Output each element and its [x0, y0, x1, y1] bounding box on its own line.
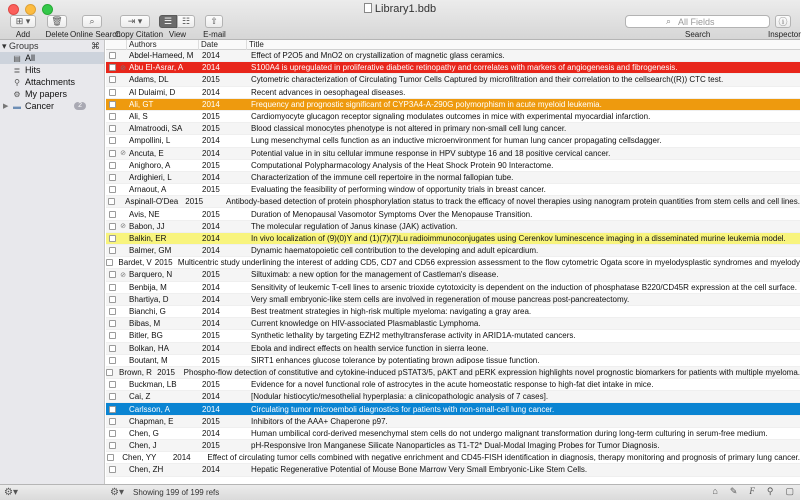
- row-date: 2014: [202, 233, 220, 243]
- row-date: 2014: [202, 87, 220, 97]
- table-row[interactable]: [106, 221, 800, 233]
- table-row[interactable]: [106, 428, 800, 440]
- command-icon: ⌘: [91, 40, 100, 51]
- row-title: Characterization of the immune cell repertoire in the normal fallopian tube.: [251, 172, 514, 182]
- table-row[interactable]: [106, 184, 800, 196]
- row-checkbox[interactable]: [106, 150, 119, 157]
- row-date: 2015: [202, 380, 220, 390]
- title-bar: [0, 0, 800, 40]
- row-date: 2014: [202, 282, 220, 292]
- table-row[interactable]: [106, 172, 800, 184]
- row-date: 2014: [202, 428, 220, 438]
- search-input[interactable]: [625, 15, 770, 28]
- row-author: Anighoro, A: [129, 160, 171, 170]
- folder-icon: ▬: [13, 101, 21, 111]
- info-icon: ⓘ: [778, 17, 788, 27]
- table-row[interactable]: [106, 50, 800, 62]
- row-title: Best treatment strategies in high-risk multiple myeloma: navigating a gray area.: [251, 307, 532, 317]
- row-author: Cai, Z: [129, 392, 151, 402]
- status-text: Showing 199 of 199 refs: [133, 488, 220, 497]
- row-author: Ali, GT: [129, 99, 154, 109]
- row-author: Chen, J: [129, 441, 157, 451]
- table-row[interactable]: [106, 99, 800, 111]
- table-row[interactable]: [106, 257, 800, 269]
- view-label: View: [168, 30, 187, 39]
- row-date: 2014: [202, 465, 220, 475]
- trash-icon: 🗑: [51, 16, 63, 26]
- row-date: 2014: [202, 343, 220, 353]
- row-checkbox[interactable]: [106, 235, 119, 242]
- sidebar-item-label: My papers: [25, 89, 68, 99]
- row-title: Current knowledge on HIV-associated Plasmablastic Lymphoma.: [251, 319, 481, 329]
- disclosure-triangle-icon[interactable]: ▾: [2, 40, 7, 51]
- row-date: 2014: [202, 246, 220, 256]
- sidebar-item-label: Cancer: [25, 101, 55, 111]
- row-author: Adams, DL: [129, 75, 169, 85]
- row-checkbox[interactable]: [106, 211, 119, 218]
- note-icon[interactable]: ✎: [729, 486, 738, 496]
- row-date: 2015: [202, 75, 220, 85]
- email-label: E-mail: [203, 30, 226, 39]
- row-date: 2015: [202, 441, 220, 451]
- window-title: [0, 3, 800, 15]
- table-row[interactable]: [106, 269, 800, 281]
- row-checkbox[interactable]: [106, 284, 119, 291]
- table-row[interactable]: [106, 148, 800, 160]
- row-author: Bardet, V: [118, 258, 152, 268]
- row-title: The molecular regulation of Janus kinase (JAK) activation.: [251, 221, 458, 231]
- row-author: Arnaout, A: [129, 185, 167, 195]
- row-title: Cardiomyocyte glucagon receptor signaling modulates outcomes in mice with experimental myocardial infarction.: [251, 112, 651, 122]
- column-header-row: [106, 40, 800, 50]
- table-row[interactable]: [106, 208, 800, 220]
- row-title: Circulating tumor microemboli diagnostics for patients with non-small-cell lung cancer.: [251, 404, 555, 414]
- row-checkbox[interactable]: [106, 430, 119, 437]
- column-header-date[interactable]: Date: [199, 40, 247, 50]
- table-row[interactable]: [106, 391, 800, 403]
- row-title: Dynamic haematopoietic cell contribution to the developing and adult epicardium.: [251, 246, 539, 256]
- table-row[interactable]: [106, 464, 800, 476]
- table-row[interactable]: [106, 160, 800, 172]
- row-title: Recent advances in oesophageal diseases.: [251, 87, 406, 97]
- row-author: Chen, G: [129, 428, 159, 438]
- detail-view-icon: ☷: [181, 16, 191, 26]
- online-search-label: Online Search: [70, 30, 121, 39]
- row-author: Abdel-Hameed, M: [129, 51, 194, 61]
- row-checkbox[interactable]: [106, 198, 117, 205]
- row-checkbox[interactable]: [106, 137, 119, 144]
- paperclip-icon: ⊘: [120, 271, 126, 279]
- column-header-authors[interactable]: Authors: [127, 40, 199, 50]
- table-row[interactable]: [106, 196, 800, 208]
- row-author: Boutant, M: [129, 355, 168, 365]
- table-row[interactable]: [106, 318, 800, 330]
- table-row[interactable]: [106, 379, 800, 391]
- row-date: 2015: [202, 124, 220, 134]
- email-button[interactable]: [205, 15, 223, 28]
- window-title-text: Library1.bdb: [374, 3, 437, 15]
- paperclip-icon: ⊘: [120, 150, 126, 158]
- row-checkbox[interactable]: [106, 357, 119, 364]
- row-checkbox[interactable]: [106, 113, 119, 120]
- row-author: Ali, S: [129, 112, 148, 122]
- row-title: Computational Polypharmacology Analysis of the Heat Shock Protein 90 Interactome.: [251, 160, 554, 170]
- paperclip-icon: ⊘: [120, 223, 126, 231]
- row-checkbox[interactable]: [106, 76, 119, 83]
- row-checkbox[interactable]: [106, 308, 119, 315]
- row-title: Antibody-based detection of protein phosphorylation status to track the efficacy of novel therapies using nanogram protein quantities from stem cells and cell lines.: [226, 197, 800, 207]
- row-title: pH-Responsive Iron Manganese Silicate Nanoparticles as T1-T2* Dual-Modal Imaging Probes for Tumor Diagnosis.: [251, 441, 660, 451]
- row-author: Ancuta, E: [129, 148, 164, 158]
- delete-label: Delete: [45, 30, 69, 39]
- row-author: Avis, NE: [129, 209, 160, 219]
- table-row[interactable]: [106, 123, 800, 135]
- row-date: 2014: [202, 307, 220, 317]
- row-author: Chen, ZH: [129, 465, 164, 475]
- row-date: 2014: [202, 404, 220, 414]
- row-date: 2015: [202, 355, 220, 365]
- search-label: Search: [685, 30, 711, 39]
- row-checkbox[interactable]: [106, 89, 119, 96]
- table-row[interactable]: [106, 62, 800, 74]
- row-checkbox[interactable]: [106, 64, 119, 71]
- share-icon: ⇧: [210, 16, 218, 26]
- row-date: 2015: [202, 331, 220, 341]
- table-row[interactable]: [106, 452, 800, 464]
- status-icons: [712, 486, 794, 497]
- gear-icon[interactable]: ⚙▾: [4, 487, 18, 498]
- sidebar-item-label: Hits: [25, 65, 41, 75]
- row-author: Ampollini, L: [129, 136, 171, 146]
- row-checkbox[interactable]: [106, 223, 119, 230]
- column-header-flags[interactable]: [106, 40, 127, 50]
- row-date: 2014: [172, 453, 191, 463]
- row-date: 2014: [202, 172, 220, 182]
- row-date: 2014: [202, 63, 220, 73]
- row-date: 2015: [202, 209, 220, 219]
- row-title: S100A4 is upregulated in proliferative diabetic retinopathy and correlates with markers of angiogenesis and fibrogenesis.: [251, 63, 678, 73]
- row-date: 2014: [202, 319, 220, 329]
- row-checkbox[interactable]: [106, 174, 119, 181]
- count-badge: 2: [74, 102, 86, 110]
- row-author: Al Dulaimi, D: [129, 87, 176, 97]
- gear-icon: ⚙: [13, 89, 21, 99]
- table-row[interactable]: [106, 416, 800, 428]
- column-header-title[interactable]: Title: [249, 40, 264, 49]
- tag-icon[interactable]: ⌂: [712, 486, 718, 496]
- row-title: Blood classical monocytes phenotype is not altered in primary non-small cell lung cancer.: [251, 124, 567, 134]
- row-date: 2015: [202, 112, 220, 122]
- row-checkbox[interactable]: [106, 332, 119, 339]
- add-icon: ⊞ ▾: [15, 16, 31, 26]
- row-title: Evidence for a novel functional role of astrocytes in the acute homeostatic response to high-fat diet intake in mice.: [251, 380, 654, 390]
- table-row[interactable]: [106, 294, 800, 306]
- row-author: Babon, JJ: [129, 221, 165, 231]
- row-checkbox[interactable]: [106, 393, 119, 400]
- sidebar-item-my-papers[interactable]: [0, 88, 104, 100]
- row-author: Ardighieri, L: [129, 172, 172, 182]
- row-title: Frequency and prognostic significant of CYP3A4-A-290G polymorphism in acute myeloid leukemia.: [251, 99, 602, 109]
- row-title: Potential value in in situ cellular immune response in HPV subtype 16 and 18 positive cervical cancer.: [251, 148, 611, 158]
- row-title: Lung mesenchymal cells function as an inductive microenvironment for human lung cancer propagating cellsdagger.: [251, 136, 662, 146]
- table-row[interactable]: [106, 135, 800, 147]
- row-author: Benbija, M: [129, 282, 167, 292]
- rows-container: [106, 50, 800, 477]
- magnifier-icon: ⌕: [666, 16, 672, 26]
- row-checkbox[interactable]: [106, 369, 113, 376]
- row-author: Bibas, M: [129, 319, 161, 329]
- share-arrow-icon: ⇥ ▾: [127, 16, 143, 26]
- row-date: 2015: [202, 160, 220, 170]
- row-title: Very small embryonic-like stem cells are involved in regeneration of mouse pancreas post-pancreatectomy.: [251, 294, 630, 304]
- table-row[interactable]: [106, 74, 800, 86]
- row-author: Almatroodi, SA: [129, 124, 183, 134]
- row-title: Human umbilical cord-derived mesenchymal stem cells do not undergo malignant transformation during long-term culturing in serum-free medium.: [251, 428, 768, 438]
- sidebar-item-label: Attachments: [25, 77, 76, 87]
- table-row[interactable]: [106, 245, 800, 257]
- sidebar-item-cancer[interactable]: [0, 100, 104, 112]
- row-checkbox[interactable]: [106, 101, 119, 108]
- row-title: Synthetic lethality by targeting EZH2 methyltransferase activity in ARID1A-mutated cancers.: [251, 331, 576, 341]
- row-author: Barquero, N: [129, 270, 173, 280]
- row-checkbox[interactable]: [106, 320, 119, 327]
- row-author: Buckman, LB: [129, 380, 177, 390]
- row-checkbox[interactable]: [106, 271, 119, 278]
- row-author: Bhartiya, D: [129, 294, 169, 304]
- sidebar-item-label: All: [25, 53, 36, 63]
- table-row[interactable]: [106, 367, 800, 379]
- status-bar: [0, 484, 800, 500]
- table-row[interactable]: [106, 403, 800, 415]
- row-title: Inhibitors of the AAA+ Chaperone p97.: [251, 416, 388, 426]
- row-date: 2015: [185, 197, 204, 207]
- row-author: Bolkan, HA: [129, 343, 170, 353]
- row-title: [Nodular histiocytic/mesothelial hyperplasia: a clinicopathologic analysis of 7 cases].: [251, 392, 549, 402]
- list-view-icon: ☰: [163, 16, 173, 26]
- paperclip-icon: ⚲: [14, 77, 20, 87]
- row-checkbox[interactable]: [106, 466, 119, 473]
- action-gear-icon[interactable]: ⚙▾: [110, 487, 124, 498]
- view-table-button[interactable]: [159, 15, 177, 28]
- table-row[interactable]: [106, 343, 800, 355]
- sidebar-item-attachments[interactable]: [0, 76, 104, 88]
- row-author: Balmer, GM: [129, 246, 172, 256]
- row-date: 2015: [154, 258, 173, 268]
- table-row[interactable]: [106, 282, 800, 294]
- table-row[interactable]: [106, 111, 800, 123]
- search-icon: ⌕: [89, 16, 95, 26]
- row-title: Sensitivity of leukemic T-cell lines to arsenic trioxide cytotoxicity is dependent on the induction of phosphatase B220/CD45R expression at the cell surface.: [251, 282, 797, 292]
- sidebar-item-hits[interactable]: [0, 64, 104, 76]
- table-row[interactable]: [106, 355, 800, 367]
- row-date: 2015: [202, 270, 220, 280]
- row-author: Balkin, ER: [129, 233, 167, 243]
- table-row[interactable]: [106, 330, 800, 342]
- row-checkbox[interactable]: [106, 186, 119, 193]
- row-checkbox[interactable]: [106, 296, 119, 303]
- book-icon: ▤: [13, 53, 21, 63]
- paperclip-icon: ⊘: [120, 64, 126, 72]
- table-row[interactable]: [106, 440, 800, 452]
- view-detail-button[interactable]: [177, 15, 195, 28]
- row-title: Duration of Menopausal Vasomotor Symptoms Over the Menopause Transition.: [251, 209, 533, 219]
- row-checkbox[interactable]: [106, 442, 119, 449]
- search-placeholder: All Fields: [678, 16, 715, 27]
- list-icon: ≣: [13, 65, 21, 75]
- groups-header: [0, 40, 104, 52]
- sidebar-item-all[interactable]: [0, 52, 104, 64]
- row-title: Phospho-flow detection of constitutive and cytokine-induced pSTAT3/5, pAKT and pERK expression highlights novel prognostic biomarkers for patients with multiple myeloma.: [183, 367, 800, 377]
- row-author: Abu El-Asrar, A: [129, 63, 184, 73]
- row-checkbox[interactable]: [106, 259, 113, 266]
- row-date: 2015: [157, 367, 175, 377]
- row-title: Multicentric study underlining the interest of adding CD5, CD7 and CD56 expression assessment to the flow cytometric Ogata score in myelodysplastic syndromes and myelody: [177, 258, 800, 268]
- inspector-button[interactable]: [775, 15, 791, 28]
- row-checkbox[interactable]: [106, 406, 119, 413]
- row-checkbox[interactable]: [106, 381, 119, 388]
- row-title: Ebola and indirect effects on health service function in sierra leone.: [251, 343, 489, 353]
- row-author: Bitler, BG: [129, 331, 163, 341]
- row-checkbox[interactable]: [106, 52, 119, 59]
- row-title: Cytometric characterization of Circulating Tumor Cells Captured by microfiltration and their correlation to the cellsearch((R)) CTC test.: [251, 75, 724, 85]
- row-checkbox[interactable]: [106, 125, 119, 132]
- row-author: Carlsson, A: [129, 404, 170, 414]
- row-title: In vivo localization of (9)(0)Y and (1)(7)(7)Lu radioimmunoconjugates using Cerenkov luminescence imaging in a disseminated murine leukemia model.: [251, 233, 786, 243]
- groups-sidebar: [0, 40, 105, 484]
- row-author: Brown, R: [119, 367, 152, 377]
- row-date: 2014: [202, 392, 220, 402]
- copy-citation-label: Copy Citation: [115, 30, 164, 39]
- function-icon[interactable]: F: [749, 486, 755, 496]
- inspector-label: Inspector: [768, 30, 801, 39]
- row-date: 2014: [202, 136, 220, 146]
- row-author: Chapman, E: [129, 416, 174, 426]
- row-title: Siltuximab: a new option for the management of Castleman's disease.: [251, 270, 499, 280]
- chevron-right-icon[interactable]: ▶: [3, 103, 9, 110]
- groups-header-label: Groups: [9, 40, 39, 51]
- attachment-icon[interactable]: ⚲: [766, 486, 774, 496]
- table-row[interactable]: [106, 87, 800, 99]
- table-row[interactable]: [106, 306, 800, 318]
- row-title: Hepatic Regenerative Potential of Mouse Bone Marrow Very Small Embryonic-Like Stem Cells.: [251, 465, 588, 475]
- table-row[interactable]: [106, 233, 800, 245]
- add-button[interactable]: [10, 15, 36, 28]
- row-author: Aspinall-O'Dea: [125, 197, 179, 207]
- reference-list: [106, 40, 800, 484]
- row-checkbox[interactable]: [106, 345, 119, 352]
- row-author: Bianchi, G: [129, 307, 166, 317]
- copy-citation-button[interactable]: [120, 15, 150, 28]
- document-icon[interactable]: ▢: [785, 486, 794, 496]
- row-title: Effect of P2O5 and MnO2 on crystallization of magnetic glass ceramics.: [251, 51, 505, 61]
- row-checkbox[interactable]: [106, 247, 119, 254]
- row-date: 2014: [202, 148, 220, 158]
- row-title: SIRT1 enhances glucose tolerance by potentiating brown adipose tissue function.: [251, 355, 540, 365]
- row-checkbox[interactable]: [106, 162, 119, 169]
- row-title: Evaluating the feasibility of performing window of opportunity trials in breast cancer.: [251, 185, 546, 195]
- row-date: 2014: [202, 99, 220, 109]
- row-date: 2014: [202, 51, 220, 61]
- row-date: 2015: [202, 185, 220, 195]
- row-date: 2014: [202, 221, 220, 231]
- add-label: Add: [15, 30, 31, 39]
- document-icon: [364, 3, 372, 13]
- row-date: 2015: [202, 416, 220, 426]
- row-checkbox[interactable]: [106, 454, 115, 461]
- delete-button[interactable]: [47, 15, 67, 28]
- online-search-button[interactable]: [82, 15, 102, 28]
- row-checkbox[interactable]: [106, 418, 119, 425]
- row-title: Effect of circulating tumor cells combined with negative enrichment and CD45-FISH identification in diagnosis, therapy monitoring and prognosis of primary lung cancer.: [207, 453, 800, 463]
- row-author: Chen, YY: [122, 453, 157, 463]
- row-date: 2014: [202, 294, 220, 304]
